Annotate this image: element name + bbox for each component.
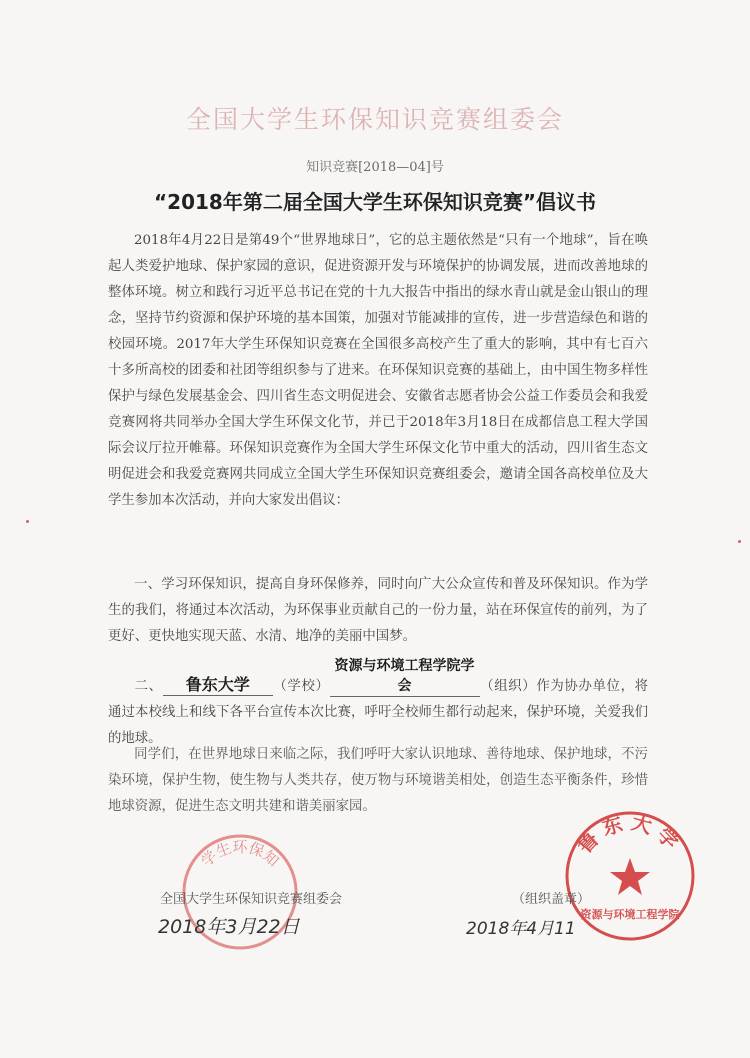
document-number: 知识竞赛[2018—04]号 bbox=[306, 160, 444, 175]
signature-date-right: 2018年4月11 bbox=[466, 919, 576, 939]
handwritten-org-name: 资源与环境工程学院学会 bbox=[330, 656, 480, 697]
proposal-2-prefix: 二、 bbox=[134, 679, 163, 694]
svg-text:鲁东大学: 鲁东大学 bbox=[572, 809, 688, 858]
scan-speck bbox=[26, 520, 29, 523]
proposal-2-suffix: （组织）作为协办单位，将通过本校线上和线下各平台宣传本次比赛，呼吁全校师生都行动起来，保护环境，关爱我们的地球。 bbox=[108, 679, 649, 746]
document-title: “2018年第二届全国大学生环保知识竞赛”倡议书 bbox=[154, 190, 596, 214]
paragraph-proposal-1-text: 一、学习环保知识，提高自身环保修养，同时向广大公众宣传和普及环保知识。作为学生的我们，将通过本次活动，为环保事业贡献自己的一份力量，站在环保宣传的前列，为了更好、更快地实现天蓝、水清、地净的美丽中国梦。 bbox=[108, 577, 648, 644]
signature-org-right: （组织盖章） bbox=[512, 892, 591, 907]
proposal-2-mid: （学校） bbox=[272, 679, 330, 694]
paragraph-intro bbox=[108, 228, 648, 514]
paragraph-proposal-1 bbox=[108, 572, 648, 650]
right-seal-stamp bbox=[562, 808, 698, 944]
signature-date-left: 2018年3月22日 bbox=[158, 916, 300, 938]
svg-text:资源与环境工程学院: 资源与环境工程学院 bbox=[580, 908, 680, 921]
paragraph-closing-text: 同学们，在世界地球日来临之际，我们呼吁大家认识地球、善待地球、保护地球，不污染环境，保护生物，使生物与人类共存，使万物与环境谐美相处，创造生态平衡条件，珍惜地球资源，促进生态文明共建和谐美丽家园。 bbox=[108, 747, 648, 814]
scan-speck bbox=[738, 540, 741, 543]
org-letterhead: 全国大学生环保知识竞赛组委会 bbox=[185, 105, 564, 134]
handwritten-school-name: 鲁东大学 bbox=[163, 675, 273, 696]
signature-org-left: 全国大学生环保知识竞赛组委会 bbox=[160, 892, 343, 907]
paragraph-intro-text: 2018年4月22日是第49个“世界地球日”，它的总主题依然是“只有一个地球”，旨在唤起人类爱护地球、保护家园的意识，促进资源开发与环境保护的协调发展，进而改善地球的整体环境。树立和践行习近平总书记在党的十九大报告中指出的绿水青山就是金山银山的理念，坚持节约资源和保护环境的基本国策，加强对节能减排的宣传，进一步营造绿色和谐的校园环境。2017年大学生环保知识竞赛在全国很多高校产生了重大的影响，其中有七百六十多所高校的团委和社团等组织参与了进来。在环保知识竞赛的基础上，由中国生物多样性保护与绿色发展基金会、四川省生态文明促进会、安徽省志愿者协会公益工作委员会和我爱竞赛网将共同举办全国大学生环保文化节，并已于2018年3月18日在成都信息工程大学国际会议厅拉开帷幕。环保知识竞赛作为全国大学生环保文化节中重大的活动，四川省生态文明促进会和我爱竞赛网共同成立全国大学生环保知识竞赛组委会，邀请全国各高校单位及大学生参加本次活动，并向大家发出倡议： bbox=[108, 233, 648, 508]
svg-text:学生环保知: 学生环保知 bbox=[197, 838, 283, 871]
paragraph-proposal-2 bbox=[108, 656, 648, 752]
